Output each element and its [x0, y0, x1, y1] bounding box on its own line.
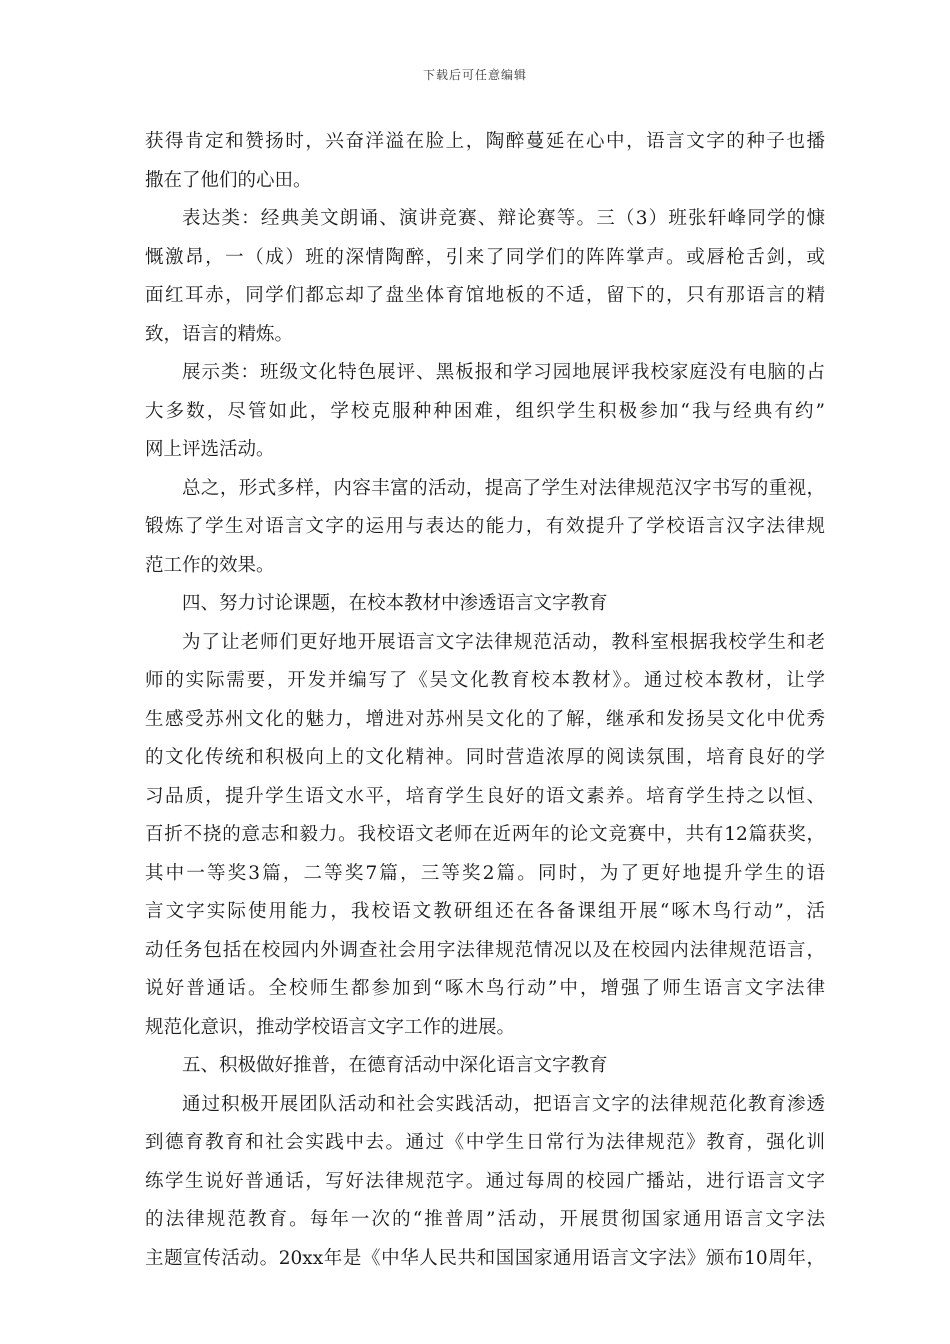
text-line: 师的实际需要，开发并编写了《吴文化教育校本教材》。通过校本教材，让学	[145, 670, 825, 691]
text-line: 习品质，提升学生语文水平，培育学生良好的语文素养。培育学生持之以恒、	[145, 785, 825, 807]
text-line: 主题宣传活动。20xx年是《中华人民共和国国家通用语言文字法》颁布10周年，	[145, 1247, 825, 1269]
text-line: 撒在了他们的心田。	[145, 169, 312, 191]
text-line: 四、努力讨论课题，在校本教材中渗透语言文字教育	[182, 593, 608, 614]
page-header-note: 下载后可任意编辑	[422, 68, 527, 82]
paragraph	[145, 200, 825, 354]
text-line: 的文化传统和积极向上的文化精神。同时营造浓厚的阅读氛围，培育良好的学	[145, 747, 825, 768]
document-body	[145, 123, 825, 1278]
text-line: 百折不挠的意志和毅力。我校语文老师在近两年的论文竞赛中，共有12篇获奖，	[145, 824, 825, 845]
text-line: 网上评选活动。	[145, 439, 275, 460]
text-line: 规范化意识，推动学校语言文字工作的进展。	[145, 1016, 516, 1038]
text-line: 五、积极做好推普，在德育活动中深化语言文字教育	[182, 1055, 608, 1076]
text-line: 练学生说好普通话，写好法律规范字。通过每周的校园广播站，进行语言文字	[145, 1170, 825, 1192]
text-line: 锻炼了学生对语言文字的运用与表达的能力，有效提升了学校语言汉字法律规	[145, 516, 825, 537]
text-line: 言文字实际使用能力，我校语文教研组还在各备课组开展“啄木鸟行动”，活	[145, 901, 825, 922]
text-line: 展示类：班级文化特色展评、黑板报和学习园地展评我校家庭没有电脑的占	[182, 362, 825, 383]
text-line: 其中一等奖3篇，二等奖7篇，三等奖2篇。同时，为了更好地提升学生的语	[145, 862, 825, 884]
paragraph	[145, 123, 825, 200]
paragraph	[145, 1047, 825, 1086]
text-line: 动任务包括在校园内外调查社会用字法律规范情况以及在校园内法律规范语言，	[145, 939, 825, 961]
paragraph	[145, 624, 825, 1048]
text-line: 通过积极开展团队活动和社会实践活动，把语言文字的法律规范化教育渗透	[182, 1093, 825, 1115]
text-line: 慨激昂，一（成）班的深情陶醉，引来了同学们的阵阵掌声。或唇枪舌剑，或	[145, 246, 825, 268]
text-line: 为了让老师们更好地开展语言文字法律规范活动，教科室根据我校学生和老	[182, 631, 825, 653]
paragraph	[145, 1086, 825, 1279]
paragraph	[145, 585, 825, 624]
text-line: 的法律规范教育。每年一次的“推普周”活动，开展贯彻国家通用语言文字法	[145, 1209, 825, 1230]
text-line: 范工作的效果。	[145, 554, 275, 576]
text-line: 说好普通话。全校师生都参加到“啄木鸟行动”中，增强了师生语言文字法律	[145, 978, 825, 999]
paragraph	[145, 354, 825, 470]
text-line: 致，语言的精炼。	[145, 323, 294, 345]
text-line: 表达类：经典美文朗诵、演讲竞赛、辩论赛等。三（3）班张轩峰同学的慷	[182, 208, 825, 229]
paragraph	[145, 470, 825, 586]
text-line: 获得肯定和赞扬时，兴奋洋溢在脸上，陶醉蔓延在心中，语言文字的种子也播	[145, 131, 825, 152]
text-line: 到德育教育和社会实践中去。通过《中学生日常行为法律规范》教育，强化训	[145, 1132, 825, 1153]
text-line: 面红耳赤，同学们都忘却了盘坐体育馆地板的不适，留下的，只有那语言的精	[145, 285, 825, 306]
text-line: 总之，形式多样，内容丰富的活动，提高了学生对法律规范汉字书写的重视，	[182, 477, 825, 499]
text-line: 生感受苏州文化的魅力，增进对苏州吴文化的了解，继承和发扬吴文化中优秀	[145, 708, 825, 730]
text-line: 大多数，尽管如此，学校克服种种困难，组织学生积极参加“我与经典有约”	[145, 400, 825, 422]
